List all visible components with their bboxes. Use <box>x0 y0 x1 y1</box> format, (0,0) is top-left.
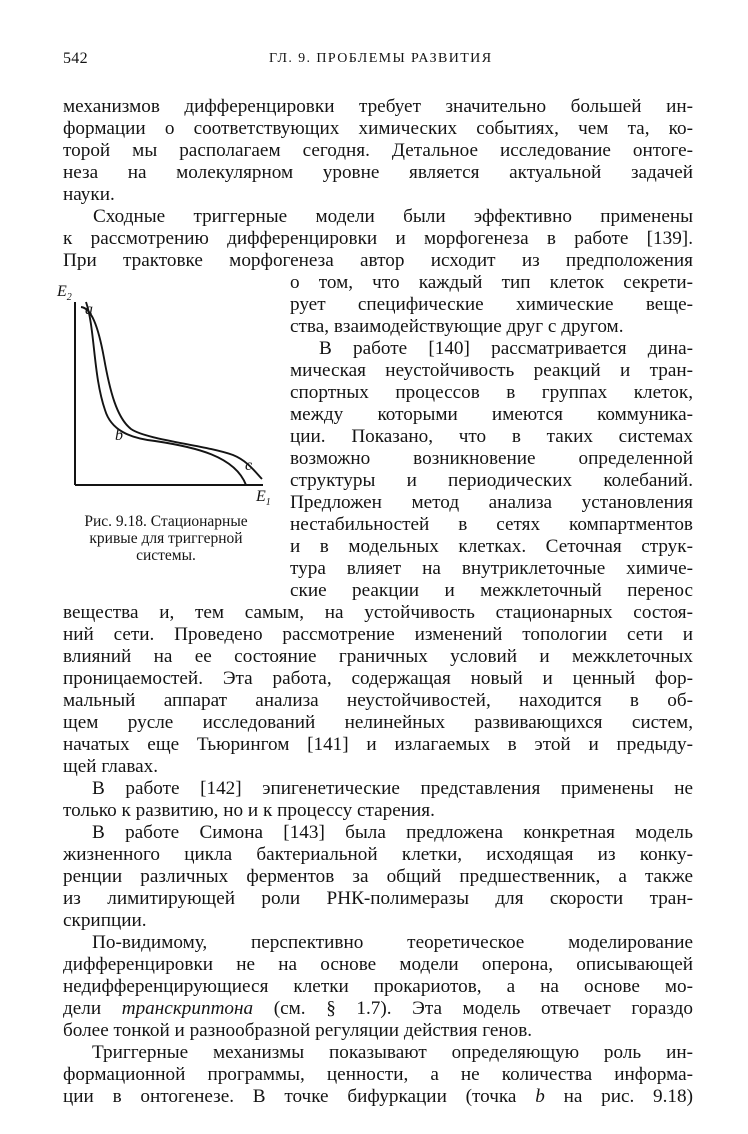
text-line: В работе Симона [143] была предложена конкретная модель <box>92 822 693 843</box>
text-line: формационной программы, ценности, а не количества информа- <box>63 1064 693 1085</box>
text-line: начатых еще Тьюрингом [141] и излагаемых в этой и предыду- <box>63 734 693 755</box>
emphasis-term: транскриптона <box>121 998 254 1019</box>
x-axis-label: $E_1$ <box>256 488 271 508</box>
text-line: из лимитирующей роли РНК-полимеразы для скорости тран- <box>63 888 693 909</box>
text-line: По-видимому, перспективно теоретическое моделирование <box>92 932 693 953</box>
page-header <box>63 50 692 72</box>
text-line: дифференцировки не на основе модели оперона, описывающей <box>63 954 693 975</box>
text-line: более тонкой и разнообразной регуляции действия генов. <box>63 1020 533 1041</box>
text-line: В работе [142] эпигенетические представления применены не <box>92 778 693 799</box>
text-line <box>63 998 693 1020</box>
figure-9-18 <box>55 280 277 520</box>
text-line: к рассмотрению дифференцировки и морфогенеза в работе [139]. <box>63 228 693 249</box>
point-a-label: a <box>85 301 93 318</box>
text-line: щей главах. <box>63 756 159 777</box>
text-line: рует специфические химические веще- <box>290 294 693 315</box>
text-line: При трактовке морфогенеза автор исходит из предположения <box>63 250 693 271</box>
text-line: мическая неустойчивость реакций и тран- <box>290 360 693 381</box>
text-line: влияний на ее состояние граничных условий и межклеточных <box>63 646 693 667</box>
text-line: ний сети. Проведено рассмотрение изменений топологии сети и <box>63 624 693 645</box>
text-line: Сходные триггерные модели были эффективно применены <box>93 206 693 227</box>
caption-line: системы. <box>136 547 196 564</box>
running-title: ГЛ. 9. ПРОБЛЕМЫ РАЗВИТИЯ <box>269 51 493 66</box>
text-line: вещества и, тем самым, на устойчивость стационарных состоя- <box>63 602 693 623</box>
text-line: мальный аппарат анализа неустойчивостей, находится в об- <box>63 690 693 711</box>
y-axis-label: $E_2$ <box>57 283 72 303</box>
text-fragment: дели <box>63 998 102 1019</box>
text-line: В работе [140] рассматривается дина- <box>319 338 693 359</box>
emphasis-point: b <box>535 1086 545 1107</box>
text-line: ства, взаимодействующие друг с другом. <box>290 316 624 337</box>
text-line: ции. Показано, что в таких системах <box>290 426 693 447</box>
text-line: формации о соответствующих химических событиях, чем та, ко- <box>63 118 693 139</box>
point-b-label: b <box>115 427 123 444</box>
text-line: о том, что каждый тип клеток секрети- <box>290 272 693 293</box>
text-line: Предложен метод анализа установления <box>290 492 693 513</box>
stationary-curves-diagram <box>55 280 277 520</box>
text-line: скрипции. <box>63 910 147 931</box>
text-line: ские реакции и межклеточный перенос <box>290 580 693 601</box>
text-fragment: ции в онтогенезе. В точке бифуркации (точка <box>63 1086 517 1107</box>
stationary-curve-1 <box>86 302 246 485</box>
text-line: тура влияет на внутриклеточные химиче- <box>290 558 693 579</box>
text-line <box>63 1086 693 1108</box>
stationary-curve-2 <box>81 307 262 479</box>
text-line: структуры и периодических колебаний. <box>290 470 693 491</box>
text-line: торой мы располагаем сегодня. Детальное исследование онтоге- <box>63 140 693 161</box>
text-line: недифференцирующиеся клетки прокариотов, а на основе мо- <box>63 976 693 997</box>
text-line: нестабильностей в сетях компартментов <box>290 514 693 535</box>
text-line: механизмов дифференцировки требует значительно большей ин- <box>63 96 693 117</box>
text-line: спортных процессов в группах клеток, <box>290 382 693 403</box>
text-line: только к развитию, но и к процессу старения. <box>63 800 435 821</box>
text-line: проницаемостей. Эта работа, содержащая новый и ценный фор- <box>63 668 693 689</box>
text-line: науки. <box>63 184 115 205</box>
text-line: щем русле исследований нелинейных развивающихся систем, <box>63 712 693 733</box>
text-line: и в модельных клетках. Сеточная струк- <box>290 536 693 557</box>
page-number: 542 <box>63 50 88 67</box>
text-line: между которыми имеются коммуника- <box>290 404 693 425</box>
text-fragment: (см. § 1.7). Эта модель отвечает гораздо <box>273 998 694 1019</box>
point-c-label: c <box>245 457 253 474</box>
text-line: ренции различных ферментов за общий предшественник, а также <box>63 866 693 887</box>
text-line: возможно возникновение определенной <box>290 448 693 469</box>
caption-line: Рис. 9.18. Стационарные <box>84 513 248 530</box>
text-fragment: на рис. 9.18) <box>563 1086 694 1107</box>
text-line: Триггерные механизмы показывают определяющую роль ин- <box>92 1042 693 1063</box>
text-line: неза на молекулярном уровне является актуальной задачей <box>63 162 693 183</box>
text-line: жизненного цикла бактериальной клетки, исходящая из конку- <box>63 844 693 865</box>
caption-line: кривые для триггерной <box>89 530 243 547</box>
